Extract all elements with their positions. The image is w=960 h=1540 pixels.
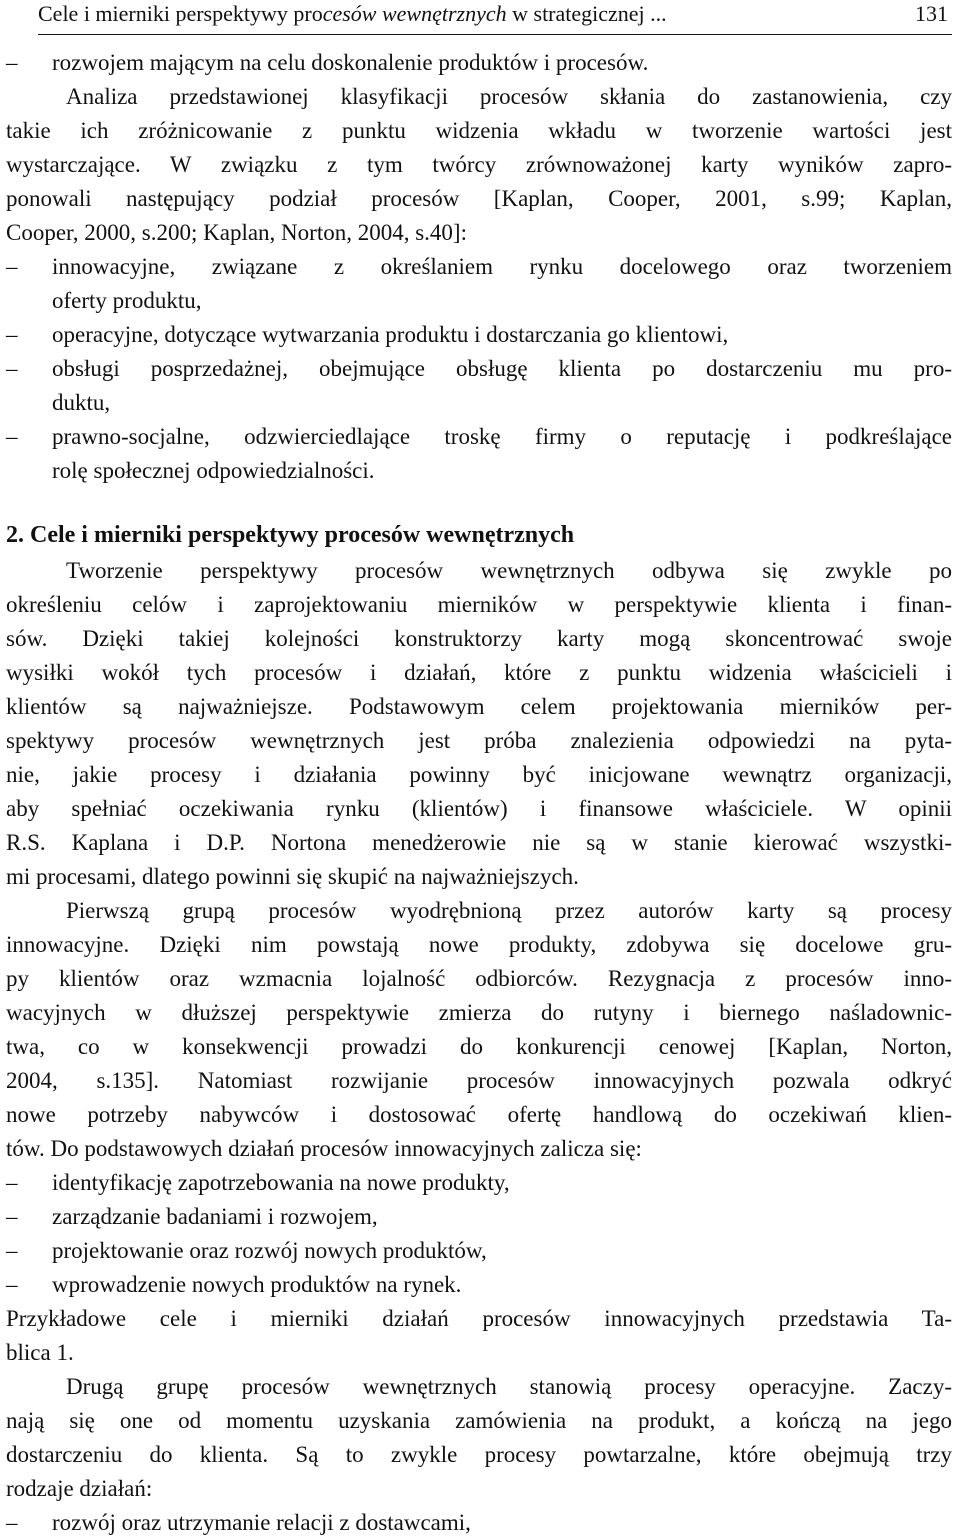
text-line: twa, co w konsekwencji prowadzi do konkurencji cenowej [Kaplan, Norton, (6, 1034, 952, 1059)
text-line: innowacyjne. Dzięki nim powstają nowe produkty, zdobywa się docelowe gru- (6, 932, 952, 957)
text-line: nowe potrzeby nabywców i dostosować ofertę handlową do oczekiwań klien- (6, 1102, 952, 1127)
text-line: ponowali następujący podział procesów [Kaplan, Cooper, 2001, s.99; Kaplan, (6, 186, 952, 211)
text-line: mi procesami, dlatego powinni się skupić na najważniejszych. (6, 864, 579, 889)
text-line: Przykładowe cele i mierniki działań procesów innowacyjnych przedstawia Ta- (6, 1306, 952, 1331)
text-line: wystarczające. W związku z tym twórcy zrównoważonej karty wyników zapro- (6, 152, 952, 177)
text-line: dostarczeniu do klienta. Są to zwykle procesy powtarzalne, które obejmują trzy (6, 1442, 952, 1467)
page-number: 131 (915, 1, 948, 26)
text-line: aby spełniać oczekiwania rynku (klientów) i finansowe właściciele. W opinii (6, 796, 952, 821)
list-item: – identyfikację zapotrzebowania na nowe produkty, (6, 1170, 510, 1195)
text-line: nają się one od momentu uzyskania zamówienia na produkt, a kończą na jego (6, 1408, 952, 1433)
text-line: tów. Do podstawowych działań procesów innowacyjnych zalicza się: (6, 1136, 642, 1161)
text-line: Tworzenie perspektywy procesów wewnętrznych odbywa się zwykle po (66, 558, 952, 583)
list-item: – prawno-socjalne, odzwierciedlające troskę firmy o reputację i podkreślające (6, 424, 952, 449)
list-item: – wprowadzenie nowych produktów na rynek. (6, 1272, 462, 1297)
body-text (6, 46, 952, 1540)
section-heading: 2. Cele i mierniki perspektywy procesów wewnętrznych (6, 522, 575, 548)
list-item-continuation: duktu, (52, 390, 111, 415)
list-item: – operacyjne, dotyczące wytwarzania produktu i dostarczania go klientowi, (6, 322, 729, 347)
text-line: nie, jakie procesy i działania powinny być inicjowane wewnątrz organizacji, (6, 762, 952, 787)
text-line: określeniu celów i zaprojektowaniu mierników w perspektywie klienta i finan- (6, 592, 952, 617)
list-item-continuation: – rozwojem mającym na celu doskonalenie produktów i procesów. (6, 50, 649, 75)
text-line: Drugą grupę procesów wewnętrznych stanowią procesy operacyjne. Zaczy- (66, 1374, 952, 1399)
running-header (38, 0, 952, 35)
list-item: – rozwój oraz utrzymanie relacji z dostawcami, (6, 1510, 471, 1535)
text-line: Pierwszą grupą procesów wyodrębnioną przez autorów karty są procesy (66, 898, 952, 923)
list-item-continuation: rolę społecznej odpowiedzialności. (52, 458, 375, 483)
text-line: sów. Dzięki takiej kolejności konstruktorzy karty mogą skoncentrować swoje (6, 626, 952, 651)
running-header-title: Cele i mierniki perspektywy procesów wewnętrznych w strategicznej ... (38, 1, 667, 26)
text-line: wysiłki wokół tych procesów i działań, które z punktu widzenia właścicieli i (6, 660, 952, 685)
text-line: Analiza przedstawionej klasyfikacji procesów skłania do zastanowienia, czy (66, 84, 952, 109)
list-item: – innowacyjne, związane z określaniem rynku docelowego oraz tworzeniem (6, 254, 952, 279)
text-line: R.S. Kaplana i D.P. Nortona menedżerowie nie są w stanie kierować wszystki- (6, 830, 952, 855)
text-line: Cooper, 2000, s.200; Kaplan, Norton, 2004, s.40]: (6, 220, 467, 245)
text-line: takie ich zróżnicowanie z punktu widzenia wkładu w tworzenie wartości jest (6, 118, 952, 143)
list-item: – projektowanie oraz rozwój nowych produktów, (6, 1238, 487, 1263)
text-line: klientów są najważniejsze. Podstawowym celem projektowania mierników per- (6, 694, 952, 719)
text-line: 2004, s.135]. Natomiast rozwijanie procesów innowacyjnych pozwala odkryć (6, 1068, 952, 1093)
text-line: wacyjnych w dłuższej perspektywie zmierza do rutyny i biernego naśladownic- (6, 1000, 952, 1025)
list-item: – zarządzanie badaniami i rozwojem, (6, 1204, 378, 1229)
text-line: rodzaje działań: (6, 1476, 153, 1501)
text-line: py klientów oraz wzmacnia lojalność odbiorców. Rezygnacja z procesów inno- (6, 966, 952, 991)
list-item-continuation: oferty produktu, (52, 288, 202, 313)
text-line: blica 1. (6, 1340, 74, 1365)
list-item: – obsługi posprzedażnej, obejmujące obsługę klienta po dostarczeniu mu pro- (6, 356, 952, 381)
text-line: spektywy procesów wewnętrznych jest próba znalezienia odpowiedzi na pyta- (6, 728, 952, 753)
